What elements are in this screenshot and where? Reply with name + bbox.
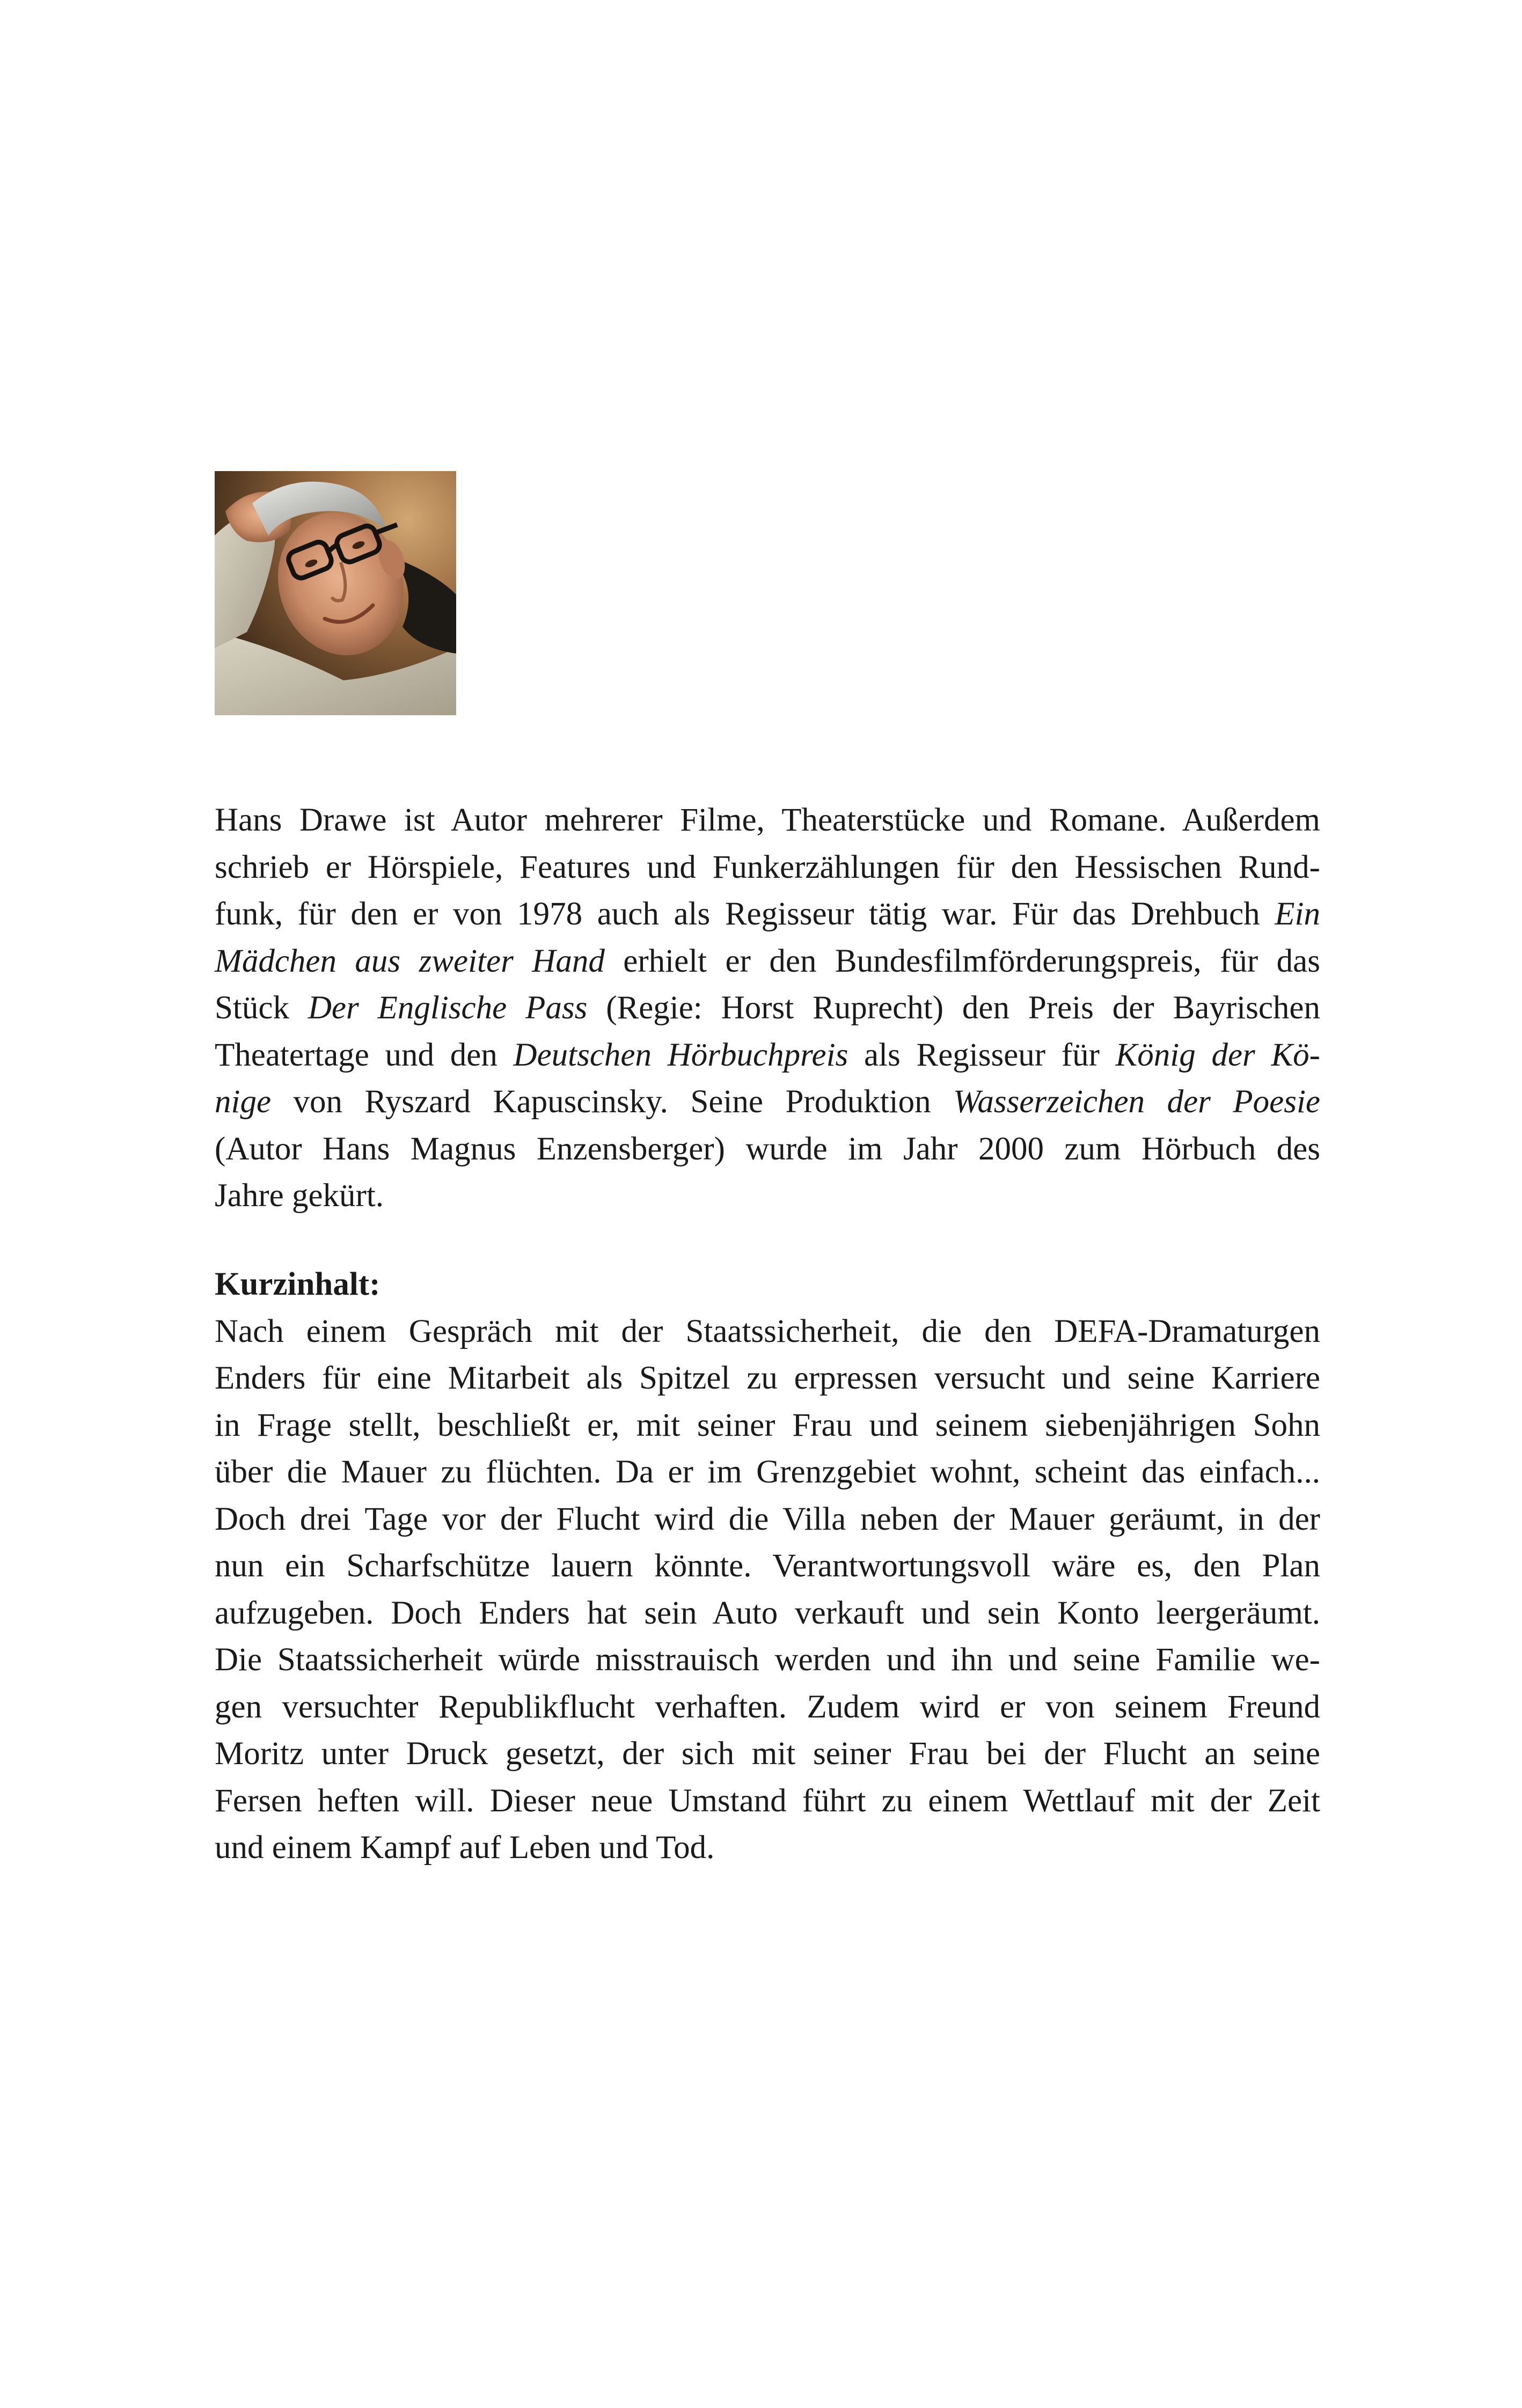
bio-text: Hans Drawe ist Autor mehrerer Filme, Theaterstücke und Romane. Außerdem: [215, 802, 1320, 838]
bio-line: [215, 1126, 1320, 1173]
bio-text: schrieb er Hörspiele, Features und Funkerzählungen für den Hessischen Rund-: [215, 849, 1320, 885]
summary-line: Fersen heften will. Dieser neue Umstand führt zu einem Wettlauf mit der Zeit: [215, 1782, 1320, 1819]
bio-text: Jahre gekürt.: [215, 1178, 384, 1214]
summary-line: aufzugeben. Doch Enders hat sein Auto verkauft und sein Konto leergeräumt.: [215, 1595, 1320, 1631]
bio-line: [215, 797, 1320, 844]
bio-text: funk, für den er von 1978 auch als Regisseur tätig war. Für das Drehbuch: [215, 896, 1275, 932]
bio-line: [215, 1032, 1320, 1079]
author-portrait-icon: [215, 471, 456, 715]
summary-text: [215, 1308, 1320, 1871]
summary-line: über die Mauer zu flüchten. Da er im Grenzgebiet wohnt, scheint das einfach...: [215, 1454, 1320, 1490]
bio-text: als Regisseur für: [848, 1037, 1116, 1073]
summary-line: Doch drei Tage vor der Flucht wird die Villa neben der Mauer geräumt, in der: [215, 1501, 1320, 1537]
bio-text: von Ryszard Kapuscinsky. Seine Produktion: [271, 1084, 954, 1120]
bio-title-italic: Ein: [1275, 896, 1320, 932]
bio-text: Theatertage und den: [215, 1037, 514, 1073]
bio-title-italic: nige: [215, 1084, 272, 1120]
summary-line: in Frage stellt, beschließt er, mit seiner Frau und seinem siebenjährigen Sohn: [215, 1407, 1320, 1443]
author-bio: [215, 797, 1320, 1220]
bio-title-italic: Deutschen Hörbuchpreis: [513, 1037, 848, 1073]
bio-line: [215, 891, 1320, 938]
bio-title-italic: König der Kö-: [1115, 1037, 1320, 1073]
bio-text: (Regie: Horst Ruprecht) den Preis der Bayrischen: [587, 990, 1320, 1026]
bio-title-italic: Wasserzeichen der Poesie: [953, 1084, 1320, 1120]
bio-line: [215, 844, 1320, 891]
bio-line: [215, 938, 1320, 985]
bio-text: erhielt er den Bundesfilmförderungspreis, für das: [604, 943, 1320, 979]
bio-line: [215, 1078, 1320, 1126]
bio-title-italic: Der Englische Pass: [308, 990, 588, 1026]
summary-heading: Kurzinhalt:: [215, 1266, 381, 1302]
summary-line: Enders für eine Mitarbeit als Spitzel zu erpressen versucht und seine Karriere: [215, 1360, 1320, 1396]
bio-line: [215, 1172, 1320, 1220]
bio-title-italic: Mädchen aus zweiter Hand: [215, 943, 605, 979]
summary-line: Moritz unter Druck gesetzt, der sich mit seiner Frau bei der Flucht an seine: [215, 1736, 1320, 1772]
summary-line: Nach einem Gespräch mit der Staatssicherheit, die den DEFA-Dramaturgen: [215, 1313, 1320, 1349]
summary-line: Die Staatssicherheit würde misstrauisch werden und ihn und seine Familie we-: [215, 1642, 1320, 1678]
portrait-illustration: [215, 471, 456, 715]
bio-text: (Autor Hans Magnus Enzensberger) wurde im Jahr 2000 zum Hörbuch des: [215, 1130, 1320, 1167]
summary-line: nun ein Scharfschütze lauern könnte. Verantwortungsvoll wäre es, den Plan: [215, 1548, 1320, 1584]
summary-line: gen versuchter Republikflucht verhaften. Zudem wird er von seinem Freund: [215, 1688, 1320, 1725]
bio-line: [215, 985, 1320, 1032]
summary-line: und einem Kampf auf Leben und Tod.: [215, 1830, 715, 1866]
bio-text: Stück: [215, 990, 308, 1026]
summary-section: [215, 1261, 1320, 1871]
